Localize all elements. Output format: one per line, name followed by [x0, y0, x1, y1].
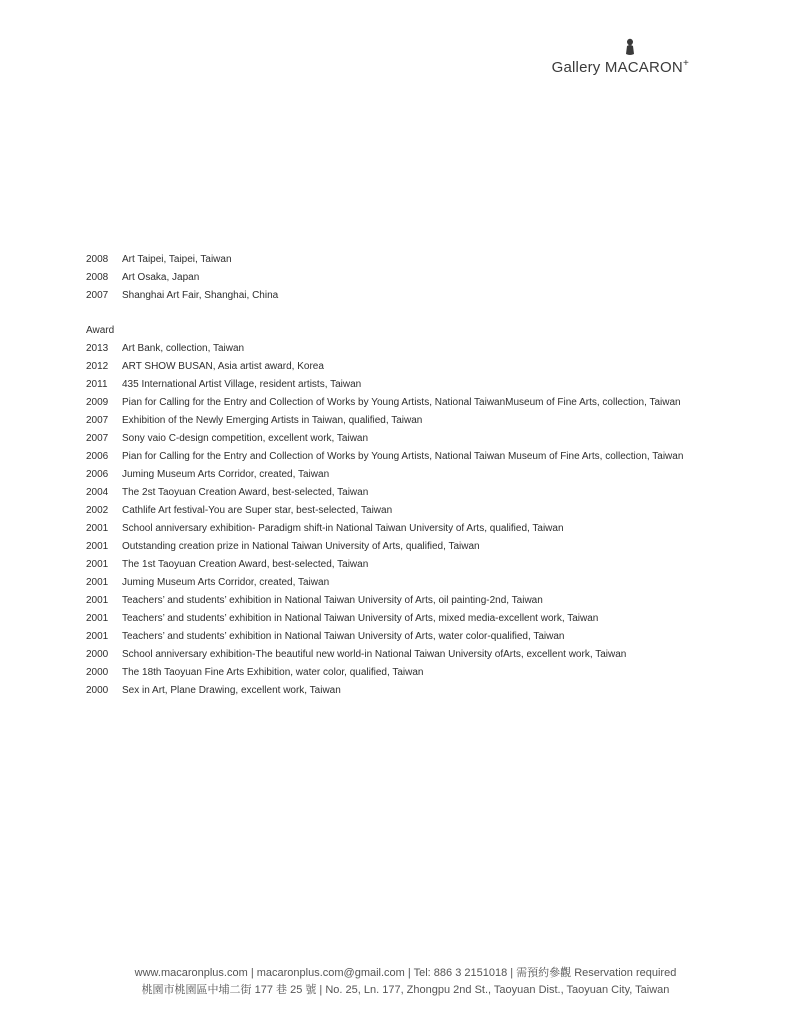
entry-text: Art Osaka, Japan — [122, 272, 200, 283]
list-item — [86, 628, 746, 646]
list-item — [86, 394, 746, 412]
entry-text: The 18th Taoyuan Fine Arts Exhibition, water color, qualified, Taiwan — [122, 667, 424, 678]
list-item — [86, 646, 746, 664]
list-item — [86, 340, 746, 358]
entry-text: 435 International Artist Village, resident artists, Taiwan — [122, 379, 362, 390]
entry-year: 2000 — [86, 649, 109, 660]
list-item — [86, 556, 746, 574]
entry-year: 2007 — [86, 415, 109, 426]
gallery-logo-icon — [624, 38, 636, 56]
entry-year: 2001 — [86, 577, 109, 588]
entry-year: 2001 — [86, 523, 109, 534]
entry-text: Teachers’ and students’ exhibition in National Taiwan University of Arts, oil painting-2nd, Taiwan — [122, 595, 543, 606]
entry-year: 2000 — [86, 667, 109, 678]
list-item — [86, 502, 746, 520]
page-footer — [0, 965, 811, 999]
footer-address-line: 桃園市桃園區中埔二街 177 巷 25 號 | No. 25, Ln. 177, Zhongpu 2nd St., Taoyuan Dist., Taoyuan City, Taiwan — [141, 984, 670, 996]
entry-year: 2001 — [86, 559, 109, 570]
cv-content — [86, 251, 746, 700]
entry-text: ART SHOW BUSAN, Asia artist award, Korea — [122, 361, 324, 372]
list-item — [86, 358, 746, 376]
entry-year: 2006 — [86, 451, 109, 462]
entry-year: 2008 — [86, 272, 109, 283]
list-item — [86, 538, 746, 556]
award-heading: Award — [86, 325, 115, 336]
entry-year: 2006 — [86, 469, 109, 480]
entry-year: 2002 — [86, 505, 109, 516]
entry-text: Sony vaio C-design competition, excellent work, Taiwan — [122, 433, 369, 444]
entry-text: Outstanding creation prize in National Taiwan University of Arts, qualified, Taiwan — [122, 541, 480, 552]
award-list — [86, 340, 746, 700]
footer-contact-line: www.macaronplus.com | macaronplus.com@gmail.com | Tel: 886 3 2151018 | 需預約參觀 Reservation required — [134, 967, 677, 979]
list-item — [86, 682, 746, 700]
entry-text: Art Bank, collection, Taiwan — [122, 343, 245, 354]
entry-text: Juming Museum Arts Corridor, created, Taiwan — [122, 577, 330, 588]
list-item — [86, 664, 746, 682]
entry-year: 2001 — [86, 631, 109, 642]
entry-text: The 1st Taoyuan Creation Award, best-selected, Taiwan — [122, 559, 369, 570]
list-item — [86, 430, 746, 448]
list-item — [86, 592, 746, 610]
entry-text: School anniversary exhibition- Paradigm shift-in National Taiwan University of Arts, qualified, Taiwan — [122, 523, 564, 534]
list-item — [86, 610, 746, 628]
entry-text: Cathlife Art festival-You are Super star, best-selected, Taiwan — [122, 505, 393, 516]
entry-text: Teachers’ and students’ exhibition in National Taiwan University of Arts, water color-qualified, Taiwan — [122, 631, 565, 642]
gallery-logo — [552, 38, 689, 76]
entry-text: The 2st Taoyuan Creation Award, best-selected, Taiwan — [122, 487, 369, 498]
entry-text: Pian for Calling for the Entry and Collection of Works by Young Artists, National TaiwanMuseum of Fine Arts, collection, Taiwan — [122, 397, 681, 408]
list-item — [86, 251, 746, 269]
entry-year: 2012 — [86, 361, 109, 372]
list-item — [86, 269, 746, 287]
entry-text: Teachers’ and students’ exhibition in National Taiwan University of Arts, mixed media-excellent work, Taiwan — [122, 613, 599, 624]
entry-year: 2001 — [86, 541, 109, 552]
entry-year: 2001 — [86, 613, 109, 624]
entry-year: 2009 — [86, 397, 109, 408]
entry-year: 2011 — [86, 379, 108, 390]
list-item — [86, 287, 746, 305]
entry-text: Pian for Calling for the Entry and Collection of Works by Young Artists, National Taiwan Museum of Fine Arts, collection, Taiwan — [122, 451, 684, 462]
entry-text: Shanghai Art Fair, Shanghai, China — [122, 290, 279, 301]
entry-text: Exhibition of the Newly Emerging Artists in Taiwan, qualified, Taiwan — [122, 415, 423, 426]
entry-year: 2007 — [86, 433, 109, 444]
entry-text: Juming Museum Arts Corridor, created, Taiwan — [122, 469, 330, 480]
list-item — [86, 376, 746, 394]
logo-plus: + — [682, 58, 689, 69]
entry-year: 2004 — [86, 487, 109, 498]
logo-name: Gallery MACARON — [551, 59, 683, 76]
exhibition-list — [86, 251, 746, 305]
entry-year: 2007 — [86, 290, 109, 301]
entry-text: Art Taipei, Taipei, Taiwan — [122, 254, 232, 265]
entry-text: Sex in Art, Plane Drawing, excellent work, Taiwan — [122, 685, 341, 696]
list-item — [86, 520, 746, 538]
list-item — [86, 574, 746, 592]
entry-year: 2013 — [86, 343, 109, 354]
gallery-logo-text — [552, 58, 689, 76]
list-item — [86, 412, 746, 430]
entry-year: 2000 — [86, 685, 109, 696]
section-spacer — [86, 305, 746, 322]
entry-text: School anniversary exhibition-The beautiful new world-in National Taiwan University ofArts, excellent work, Taiwan — [122, 649, 627, 660]
list-item — [86, 484, 746, 502]
list-item — [86, 466, 746, 484]
entry-year: 2001 — [86, 595, 109, 606]
list-item — [86, 448, 746, 466]
entry-year: 2008 — [86, 254, 109, 265]
